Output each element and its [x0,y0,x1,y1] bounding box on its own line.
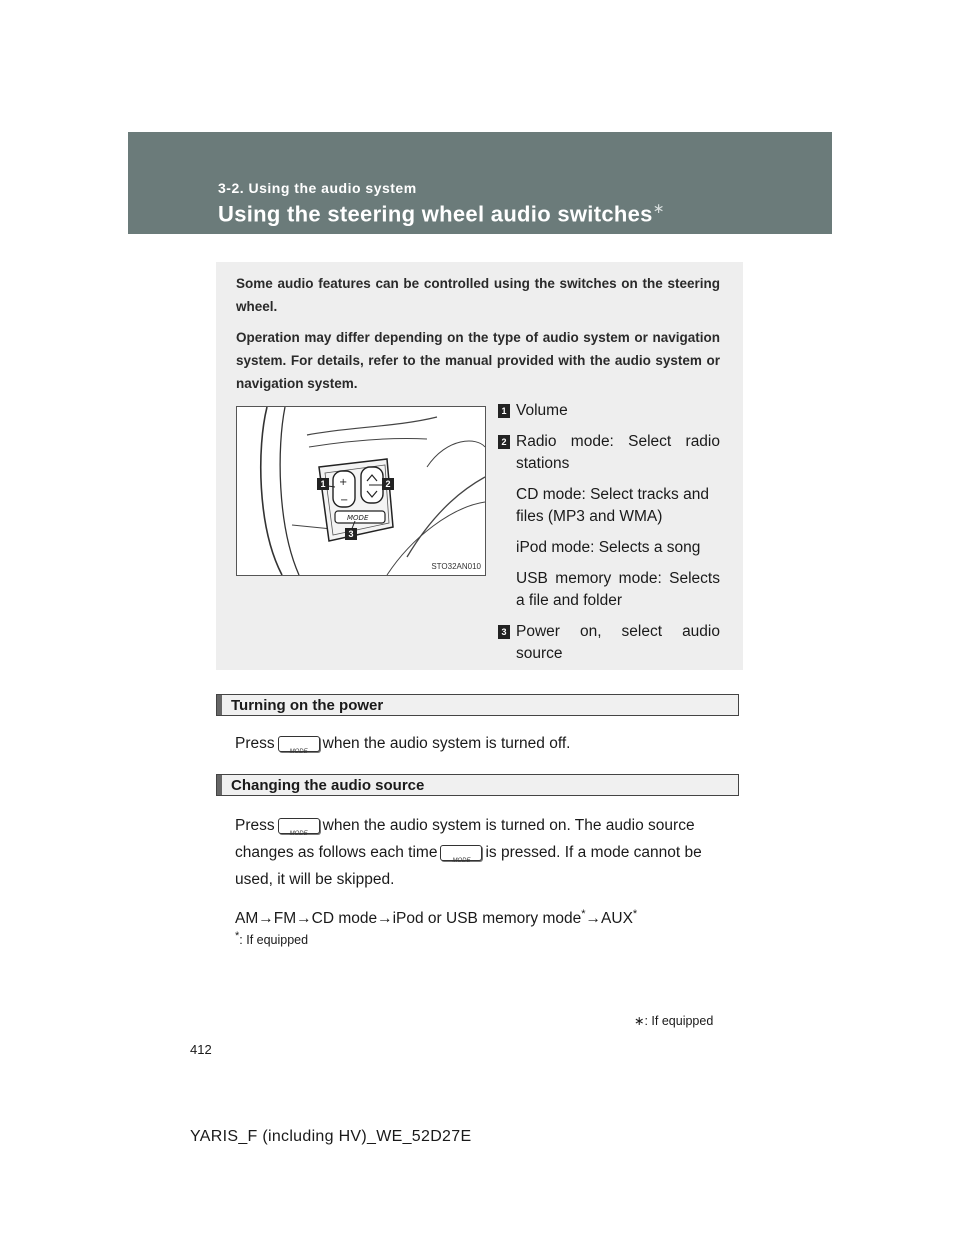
legend-number-3: 3 [498,625,510,639]
intro-paragraph-1: Some audio features can be controlled using the switches on the steering wheel. [236,276,720,314]
mode-button-icon [440,845,482,861]
steering-wheel-illustration [236,406,486,576]
callout-legend [498,400,720,674]
document-code: YARIS_F (including HV)_WE_52D27E [190,1128,472,1145]
figure-code: STO32AN010 [431,562,481,571]
legend-text: Volume [516,402,568,419]
legend-item-3 [498,621,720,665]
mode-button-icon [278,736,320,752]
svg-text:MODE: MODE [347,514,369,522]
footnote-star: * [235,930,240,942]
callout-3: 3 [345,528,357,540]
source-line-2: changes as follows each timeMODE is pressed. If a mode cannot be [235,839,740,866]
steering-wheel-drawing [237,407,485,575]
page-title: Using the steering wheel audio switches∗ [218,200,665,227]
title-footnote-mark: ∗ [652,200,665,216]
info-box [216,262,743,670]
legend-item-1 [498,400,720,422]
mode-button-icon [278,818,320,834]
svg-text:−: − [340,495,349,506]
heading-changing-source: Changing the audio source [216,774,739,796]
legend-subitem: USB memory mode: Selects a file and folder [516,570,720,609]
legend-text: Power on, select audio source [516,623,720,662]
legend-subitem: CD mode: Select tracks and files (MP3 and WMA) [516,486,709,525]
source-sequence: AM→FM→CD mode→iPod or USB memory mode*→AUX* [235,908,638,928]
heading-turning-on-power: Turning on the power [216,694,739,716]
svg-text:+: + [339,477,348,488]
footnote-star: ∗ [634,1014,645,1028]
inline-footnote: *: If equipped [235,930,309,948]
legend-text: Radio mode: Select radio stations [516,433,720,472]
legend-number-1: 1 [498,404,510,418]
callout-1: 1 [317,478,329,490]
source-line-3: used, it will be skipped. [235,871,395,888]
intro-paragraph-2: Operation may differ depending on the type of audio system or navigation system. For details, refer to the manual provided with the audio system or navigation system. [236,330,720,391]
callout-2: 2 [382,478,394,490]
page-number: 412 [190,1042,212,1057]
power-instructions: PressMODE when the audio system is turned off. [235,731,740,757]
intro-text [236,272,720,403]
legend-number-2: 2 [498,435,510,449]
page-footnote: ∗: If equipped [634,1014,714,1028]
chapter-header [128,132,832,234]
source-instructions [235,812,740,932]
legend-item-2 [498,431,720,475]
source-line-1: PressMODE when the audio system is turned on. The audio source [235,812,740,839]
section-label: 3-2. Using the audio system [218,180,417,196]
legend-subitem: iPod mode: Selects a song [516,539,701,556]
